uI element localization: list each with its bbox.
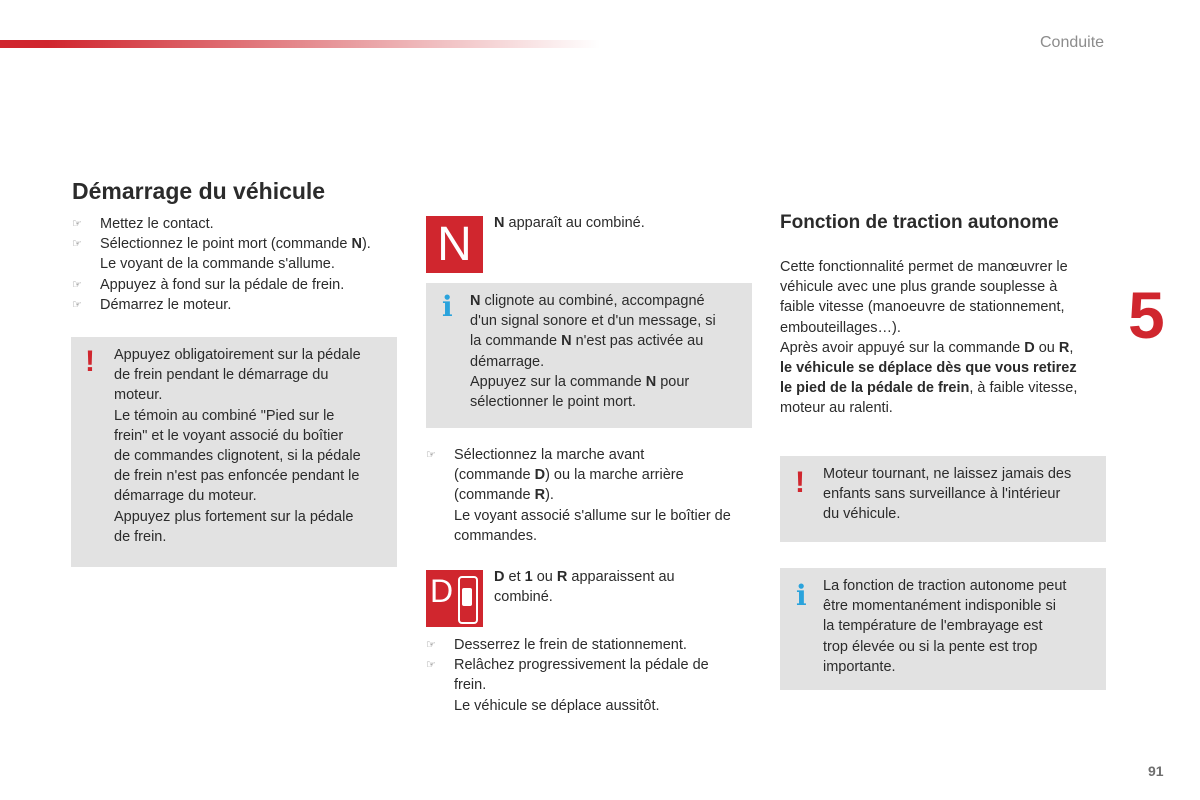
drive-d-gear-icon: D bbox=[426, 570, 483, 627]
hand-bullet-icon: ☞ bbox=[426, 449, 436, 461]
list-item: ☞ Desserrez le frein de stationnement. bbox=[426, 635, 756, 655]
hand-bullet-icon: ☞ bbox=[72, 298, 82, 311]
info-icon: i bbox=[796, 579, 807, 612]
release-brake-list bbox=[426, 635, 756, 716]
section-heading: Fonction de traction autonome bbox=[780, 212, 1059, 233]
page-title: Démarrage du véhicule bbox=[72, 178, 326, 204]
neutral-n-icon: N bbox=[426, 216, 483, 273]
section-title: Conduite bbox=[1040, 34, 1105, 51]
hand-bullet-icon: ☞ bbox=[426, 659, 436, 672]
hand-bullet-icon: ☞ bbox=[426, 639, 436, 651]
hand-bullet-icon: ☞ bbox=[72, 218, 82, 230]
warning-icon: ! bbox=[795, 466, 805, 499]
list-item: ☞ Appuyez à fond sur la pédale de frein. bbox=[72, 275, 402, 295]
chapter-number: 5 bbox=[1128, 278, 1165, 352]
list-item: ☞ Relâchez progressivement la pédale de frein. Le véhicule se déplace aussitôt. bbox=[426, 657, 709, 714]
warning-box-children bbox=[780, 456, 1106, 542]
list-item: ☞ Sélectionnez le point mort (commande N). Le voyant de la commande s'allume. bbox=[72, 236, 371, 273]
info-box-unavailable bbox=[780, 568, 1106, 690]
traction-paragraph: Cette fonctionnalité permet de manœuvrer le véhicule avec une plus grande souplesse à faible vitesse (manoeuvre de stationnement, embouteillages…). Après avoir appuyé sur la commande D ou R, le véhicule se déplace dès que vous retirez le pied de la pédale de frein, à faible vitesse, moteur au ralenti. bbox=[780, 259, 1078, 417]
warning-text: Moteur tournant, ne laissez jamais des enfants sans surveillance à l'intérieur du véhicule. bbox=[823, 466, 1072, 523]
d-icon-caption: D et 1 ou R apparaissent au combiné. bbox=[494, 569, 675, 606]
info-text: N clignote au combiné, accompagné d'un signal sonore et d'un message, si la commande N n'est pas activée au démarrage. Appuyez sur la commande N pour sélectionner le point mort. bbox=[470, 293, 716, 411]
warning-icon: ! bbox=[85, 345, 95, 378]
warning-text: Appuyez obligatoirement sur la pédale de frein pendant le démarrage du moteur. Le témoin au combiné "Pied sur le frein" et le voyant associé du boîtier de commandes clignotent, si la pédale de frein n'est pas enfoncée pendant le démarrage du moteur. Appuyez plus fortement sur la pédale de frein. bbox=[114, 347, 361, 545]
list-item: ☞ Sélectionnez la marche avant (commande D) ou la marche arrière (commande R). Le voyant associé s'allume sur le boîtier de commandes. bbox=[426, 447, 731, 544]
list-item: ☞ Démarrez le moteur. bbox=[72, 295, 402, 315]
select-gear-list bbox=[426, 445, 756, 546]
info-icon: i bbox=[442, 290, 453, 323]
header-accent-bar bbox=[0, 40, 600, 48]
hand-bullet-icon: ☞ bbox=[72, 238, 82, 251]
hand-bullet-icon: ☞ bbox=[72, 278, 82, 291]
info-text: La fonction de traction autonome peut être momentanément indisponible si la température de l'embrayage est trop élevée ou si la pente est trop importante. bbox=[823, 578, 1067, 675]
warning-box-brake bbox=[71, 337, 397, 567]
info-box-neutral bbox=[426, 283, 752, 428]
list-item: ☞ Mettez le contact. bbox=[72, 214, 402, 234]
start-steps-list bbox=[72, 214, 402, 315]
gear-selector-shape bbox=[458, 576, 478, 624]
n-icon-caption: N apparaît au combiné. bbox=[494, 215, 645, 231]
page-number: 91 bbox=[1148, 763, 1164, 779]
